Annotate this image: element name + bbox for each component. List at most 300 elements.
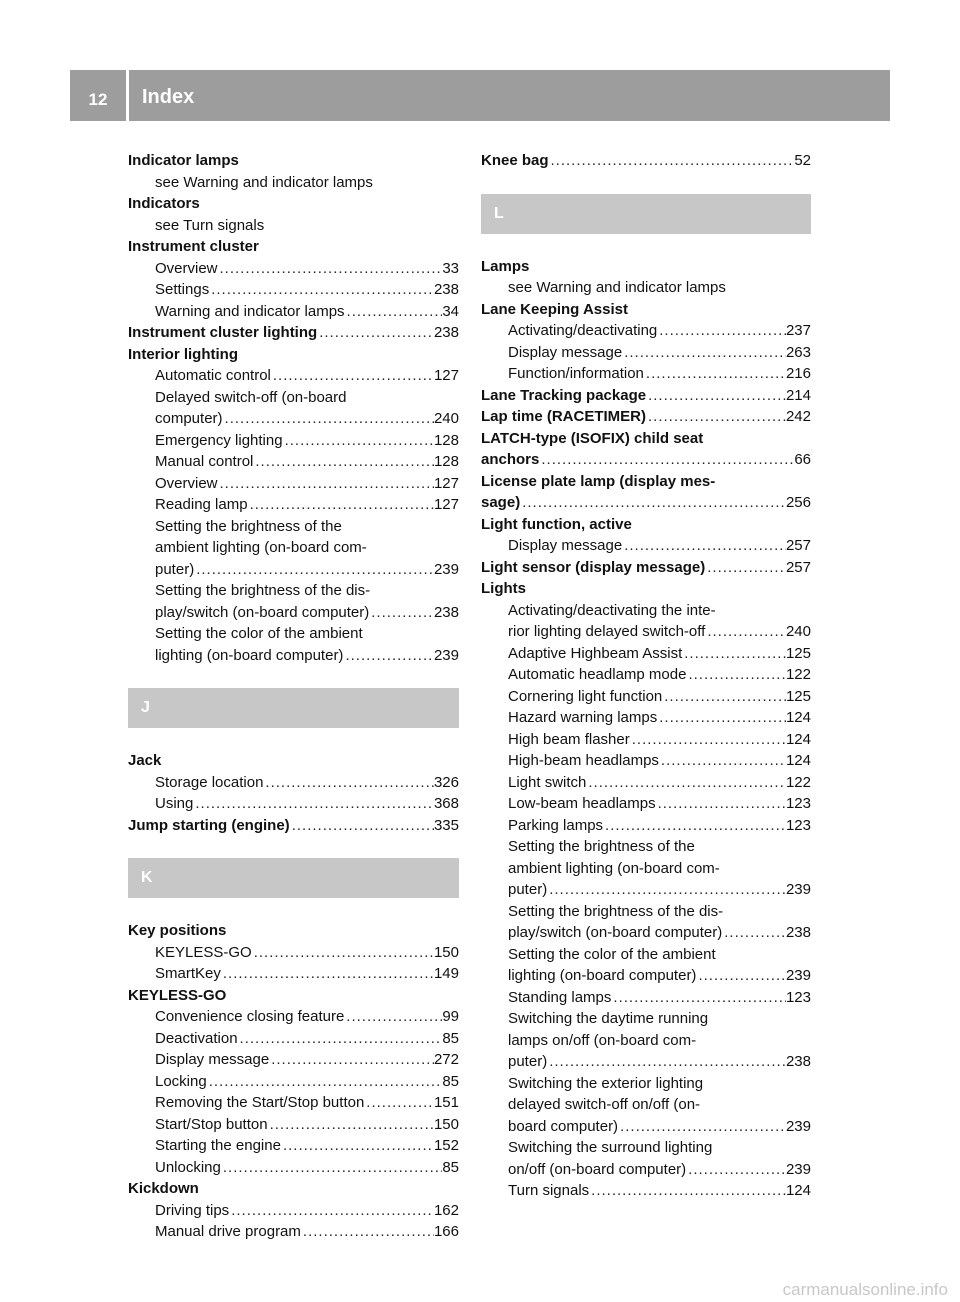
dot-leader [662, 686, 786, 708]
index-subentry [481, 1094, 811, 1116]
index-subentry [481, 1051, 811, 1073]
page-reference: 239 [785, 967, 811, 984]
index-subentry [128, 494, 459, 516]
index-column-right [481, 150, 811, 1202]
index-subentry [481, 621, 811, 643]
index-subentry [481, 1159, 811, 1181]
entry-label: KEYLESS-GO [155, 943, 252, 961]
entry-label: Lane Keeping Assist [481, 300, 628, 318]
entry-label: Display message [508, 537, 623, 554]
entry-label: lamps on/off (on-board com- [508, 1031, 697, 1049]
dot-leader [301, 1221, 434, 1243]
entry-label: play/switch (on-board computer) [508, 924, 723, 941]
index-entry [128, 236, 459, 258]
dot-leader [657, 707, 786, 729]
entry-label: Delayed switch-off (on-board [155, 388, 347, 406]
index-subentry [481, 1137, 811, 1159]
page-reference: 242 [785, 408, 811, 425]
index-entry [128, 815, 459, 837]
index-entry [481, 578, 811, 600]
entry-label: Warning and indicator lamps [155, 302, 345, 320]
page-reference: 256 [785, 494, 811, 511]
dot-leader [207, 1071, 443, 1093]
page-reference: 124 [785, 1182, 811, 1199]
dot-leader [271, 365, 434, 387]
section-gap [128, 666, 459, 688]
dot-leader [696, 965, 786, 987]
index-subentry [128, 772, 459, 794]
page-reference: 214 [785, 386, 811, 404]
dot-leader [221, 1157, 442, 1179]
dot-leader [209, 279, 434, 301]
entry-label: Standing lamps [508, 988, 612, 1006]
entry-label: Activating/deactivating [508, 322, 658, 339]
entry-label: Function/information [508, 365, 644, 382]
dot-leader [539, 449, 794, 471]
entry-label: puter) [508, 1053, 548, 1070]
page-reference: 239 [785, 881, 811, 898]
entry-label: Storage location [155, 773, 264, 791]
page-reference: 128 [433, 431, 459, 449]
entry-label: Using [155, 795, 194, 812]
index-subentry [481, 901, 811, 923]
page-reference: 150 [433, 1115, 459, 1133]
dot-leader [343, 645, 434, 667]
entry-label: Low-beam headlamps [508, 795, 656, 812]
index-subentry [481, 342, 811, 364]
dot-leader [646, 406, 786, 428]
dot-leader [586, 772, 786, 794]
dot-leader [252, 942, 434, 964]
index-entry [481, 299, 811, 321]
entry-label: lighting (on-board computer) [508, 967, 697, 984]
index-subentry [128, 172, 459, 194]
index-subentry [128, 279, 459, 301]
page-reference: 263 [785, 343, 811, 361]
entry-label: see Warning and indicator lamps [508, 279, 726, 296]
entry-label: sage) [481, 494, 521, 511]
page-reference: 257 [785, 537, 811, 554]
entry-label: play/switch (on-board computer) [155, 603, 370, 621]
section-gap [481, 234, 811, 256]
page-reference: 216 [785, 365, 811, 382]
dot-leader [549, 150, 795, 172]
dot-leader [345, 301, 443, 323]
section-gap [128, 898, 459, 920]
dot-leader [193, 793, 434, 815]
entry-label: Jack [128, 752, 162, 769]
index-subentry [481, 535, 811, 557]
index-entry [128, 920, 459, 942]
entry-label: Display message [155, 1051, 270, 1068]
section-letter-header: J [128, 688, 459, 728]
index-subentry [128, 215, 459, 237]
page-reference: 123 [785, 816, 811, 834]
entry-label: Light function, active [481, 515, 632, 533]
index-subentry [128, 537, 459, 559]
entry-label: Cornering light function [508, 687, 663, 705]
index-subentry [481, 363, 811, 385]
dot-leader [344, 1006, 442, 1028]
index-entry [128, 193, 459, 215]
index-subentry [481, 944, 811, 966]
index-subentry [481, 772, 811, 794]
entry-label: Setting the brightness of the [508, 838, 695, 855]
entry-label: lighting (on-board computer) [155, 646, 344, 664]
section-gap [128, 728, 459, 750]
entry-label: Instrument cluster [128, 238, 259, 255]
section-gap [481, 172, 811, 194]
page-reference: 239 [433, 560, 459, 578]
entry-label: Lane Tracking package [481, 386, 647, 404]
page-reference: 149 [433, 965, 459, 982]
index-subentry [128, 623, 459, 645]
index-subentry [128, 387, 459, 409]
index-subentry [128, 1135, 459, 1157]
page-reference: 238 [433, 324, 459, 341]
entry-label: Hazard warning lamps [508, 709, 658, 726]
page-reference: 124 [785, 730, 811, 748]
index-subentry [128, 301, 459, 323]
page-reference: 52 [794, 152, 811, 169]
dot-leader [589, 1180, 786, 1202]
entry-label: Driving tips [155, 1201, 230, 1219]
dot-leader [283, 430, 434, 452]
page-reference: 66 [794, 451, 811, 468]
index-subentry [481, 858, 811, 880]
page-reference: 257 [785, 558, 811, 576]
entry-label: Setting the brightness of the dis- [155, 582, 371, 599]
dot-leader [705, 621, 786, 643]
entry-label: Jump starting (engine) [128, 816, 290, 834]
entry-label: SmartKey [155, 965, 221, 982]
section-letter-header: K [128, 858, 459, 898]
entry-label: Manual drive program [155, 1223, 301, 1240]
section-letter-header: L [481, 194, 811, 234]
page-header [70, 70, 890, 121]
entry-label: Lights [481, 580, 526, 597]
index-subentry [128, 793, 459, 815]
page-reference: 125 [785, 644, 811, 662]
entry-label: Setting the brightness of the [155, 517, 342, 535]
entry-label: Convenience closing feature [155, 1008, 345, 1025]
index-subentry [481, 664, 811, 686]
index-subentry [128, 942, 459, 964]
entry-label: Instrument cluster lighting [128, 324, 318, 341]
dot-leader [223, 408, 434, 430]
index-entry [481, 385, 811, 407]
page-title: Index [142, 86, 195, 108]
index-subentry [481, 750, 811, 772]
entry-label: Kickdown [128, 1180, 199, 1197]
entry-label: Automatic control [155, 367, 271, 384]
page-reference: 150 [433, 943, 459, 961]
dot-leader [611, 987, 786, 1009]
dot-leader [622, 342, 786, 364]
index-subentry [128, 963, 459, 985]
entry-label: Knee bag [481, 152, 549, 169]
entry-label: computer) [155, 410, 223, 427]
index-entry [481, 256, 811, 278]
entry-label: puter) [508, 881, 548, 898]
entry-label: Overview [155, 474, 218, 492]
index-entry [128, 322, 459, 344]
dot-leader [644, 363, 786, 385]
index-subentry [481, 707, 811, 729]
entry-label: Setting the brightness of the dis- [508, 902, 724, 920]
entry-label: Key positions [128, 922, 227, 939]
index-entry [128, 344, 459, 366]
dot-leader [281, 1135, 434, 1157]
page-reference: 162 [433, 1201, 459, 1219]
entry-label: LATCH-type (ISOFIX) child seat [481, 429, 704, 447]
dot-leader [218, 258, 443, 280]
page-reference: 326 [433, 773, 459, 791]
header-divider [126, 70, 129, 121]
page-reference: 239 [785, 1117, 811, 1135]
index-subentry [481, 643, 811, 665]
page-reference: 123 [785, 795, 811, 812]
index-subentry [128, 580, 459, 602]
entry-label: Switching the exterior lighting [508, 1074, 704, 1092]
index-entry [128, 1178, 459, 1200]
entry-label: Removing the Start/Stop button [155, 1094, 365, 1111]
index-entry [481, 514, 811, 536]
entry-label: KEYLESS-GO [128, 986, 227, 1004]
page-reference: 122 [785, 773, 811, 791]
entry-label: Unlocking [155, 1158, 221, 1176]
index-entry [481, 492, 811, 514]
entry-label: Automatic headlamp mode [508, 666, 687, 683]
index-subentry [481, 879, 811, 901]
dot-leader [269, 1049, 434, 1071]
entry-label: Emergency lighting [155, 431, 283, 449]
page-reference: 238 [433, 603, 459, 621]
page-reference: 85 [442, 1029, 459, 1047]
index-entry [481, 150, 811, 172]
index-subentry [128, 1092, 459, 1114]
index-column-left [128, 150, 459, 1243]
index-entry [481, 557, 811, 579]
index-subentry [128, 451, 459, 473]
dot-leader [229, 1200, 434, 1222]
dot-leader [547, 1051, 786, 1073]
index-subentry [128, 1200, 459, 1222]
page-reference: 239 [433, 646, 459, 664]
index-subentry [481, 815, 811, 837]
page-reference: 127 [433, 474, 459, 492]
dot-leader [547, 879, 786, 901]
entry-label: Turn signals [508, 1182, 590, 1199]
dot-leader [238, 1028, 443, 1050]
entry-label: High beam flasher [508, 730, 630, 748]
entry-label: ambient lighting (on-board com- [155, 539, 367, 556]
dot-leader [317, 322, 434, 344]
entry-label: see Turn signals [155, 216, 265, 234]
index-subentry [481, 1008, 811, 1030]
index-subentry [481, 320, 811, 342]
page-reference: 85 [442, 1158, 459, 1176]
dot-leader [369, 602, 434, 624]
page-reference: 335 [433, 816, 459, 834]
entry-label: rior lighting delayed switch-off [508, 623, 706, 640]
index-subentry [128, 645, 459, 667]
page-reference: 125 [785, 687, 811, 705]
entry-label: Switching the surround lighting [508, 1139, 713, 1156]
dot-leader [263, 772, 434, 794]
dot-leader [646, 385, 786, 407]
dot-leader [253, 451, 434, 473]
index-entry [128, 750, 459, 772]
index-subentry [481, 987, 811, 1009]
index-subentry [481, 793, 811, 815]
dot-leader [682, 643, 786, 665]
dot-leader [630, 729, 786, 751]
index-subentry [128, 1221, 459, 1243]
index-subentry [481, 600, 811, 622]
dot-leader [520, 492, 786, 514]
page-reference: 152 [433, 1137, 459, 1154]
dot-leader [603, 815, 786, 837]
entry-label: Deactivation [155, 1029, 238, 1047]
dot-leader [221, 963, 434, 985]
index-subentry [128, 365, 459, 387]
index-entry [481, 428, 811, 450]
index-subentry [128, 408, 459, 430]
page-reference: 122 [785, 666, 811, 683]
index-subentry [128, 1071, 459, 1093]
entry-label: Lap time (RACETIMER) [481, 408, 646, 425]
page-reference: 239 [785, 1160, 811, 1178]
watermark: carmanualsonline.info [782, 1280, 948, 1299]
dot-leader [659, 750, 786, 772]
entry-label: Starting the engine [155, 1137, 281, 1154]
page-reference: 123 [785, 988, 811, 1006]
index-entry [128, 985, 459, 1007]
index-subentry [128, 1157, 459, 1179]
page-reference: 34 [442, 302, 459, 320]
entry-label: Indicator lamps [128, 152, 239, 169]
dot-leader [722, 922, 786, 944]
index-subentry [128, 473, 459, 495]
entry-label: High-beam headlamps [508, 752, 659, 769]
dot-leader [290, 815, 434, 837]
index-subentry [481, 1073, 811, 1095]
entry-label: see Warning and indicator lamps [155, 173, 373, 191]
page-reference: 99 [442, 1008, 459, 1025]
dot-leader [656, 793, 786, 815]
index-subentry [128, 602, 459, 624]
page-reference: 238 [433, 281, 459, 298]
page-reference: 240 [433, 410, 459, 427]
dot-leader [657, 320, 786, 342]
index-subentry [481, 277, 811, 299]
entry-label: on/off (on-board computer) [508, 1160, 687, 1178]
entry-label: anchors [481, 451, 540, 468]
index-subentry [481, 1116, 811, 1138]
index-subentry [481, 729, 811, 751]
index-subentry [128, 559, 459, 581]
entry-label: ambient lighting (on-board com- [508, 859, 720, 877]
dot-leader [622, 535, 786, 557]
page-number: 12 [88, 89, 108, 109]
entry-label: Light sensor (display message) [481, 558, 706, 576]
page-reference: 238 [785, 1053, 811, 1070]
index-subentry [481, 1030, 811, 1052]
entry-label: Indicators [128, 195, 200, 212]
entry-label: Lamps [481, 257, 530, 275]
entry-label: Overview [155, 259, 218, 277]
page-reference: 85 [442, 1072, 459, 1090]
page-reference: 127 [433, 367, 459, 384]
entry-label: board computer) [508, 1117, 619, 1135]
page-reference: 124 [785, 709, 811, 726]
dot-leader [218, 473, 434, 495]
entry-label: Activating/deactivating the inte- [508, 601, 716, 619]
dot-leader [364, 1092, 434, 1114]
index-subentry [481, 836, 811, 858]
page-reference: 128 [433, 453, 459, 470]
entry-label: Reading lamp [155, 496, 248, 513]
index-entry [481, 471, 811, 493]
index-subentry [481, 1180, 811, 1202]
index-subentry [128, 1006, 459, 1028]
index-subentry [128, 1114, 459, 1136]
index-subentry [128, 1028, 459, 1050]
index-subentry [481, 922, 811, 944]
page-reference: 368 [433, 795, 459, 812]
page-reference: 166 [433, 1223, 459, 1240]
index-entry [481, 406, 811, 428]
index-subentry [128, 430, 459, 452]
entry-label: puter) [155, 560, 195, 578]
entry-label: Setting the color of the ambient [508, 945, 716, 963]
index-subentry [128, 258, 459, 280]
page-reference: 151 [433, 1094, 459, 1111]
dot-leader [268, 1114, 434, 1136]
page-reference: 272 [433, 1051, 459, 1068]
index-subentry [128, 516, 459, 538]
page-reference: 238 [785, 924, 811, 941]
entry-label: Locking [155, 1072, 207, 1090]
entry-label: Manual control [155, 453, 254, 470]
entry-label: Setting the color of the ambient [155, 625, 363, 642]
entry-label: Light switch [508, 773, 587, 791]
entry-label: Interior lighting [128, 345, 238, 363]
page-reference: 124 [785, 752, 811, 769]
section-gap [128, 836, 459, 858]
entry-label: Parking lamps [508, 816, 604, 834]
dot-leader [686, 1159, 786, 1181]
dot-leader [686, 664, 786, 686]
entry-label: Adaptive Highbeam Assist [508, 644, 683, 662]
dot-leader [248, 494, 434, 516]
dot-leader [618, 1116, 786, 1138]
entry-label: Start/Stop button [155, 1115, 268, 1133]
index-subentry [481, 965, 811, 987]
dot-leader [194, 559, 434, 581]
entry-label: delayed switch-off on/off (on- [508, 1096, 701, 1113]
page-reference: 240 [785, 623, 811, 640]
index-subentry [128, 1049, 459, 1071]
index-entry [128, 150, 459, 172]
dot-leader [705, 557, 786, 579]
page-reference: 127 [433, 496, 459, 513]
page-reference: 237 [785, 322, 811, 339]
entry-label: Settings [155, 281, 210, 298]
index-entry [481, 449, 811, 471]
entry-label: Switching the daytime running [508, 1010, 709, 1027]
